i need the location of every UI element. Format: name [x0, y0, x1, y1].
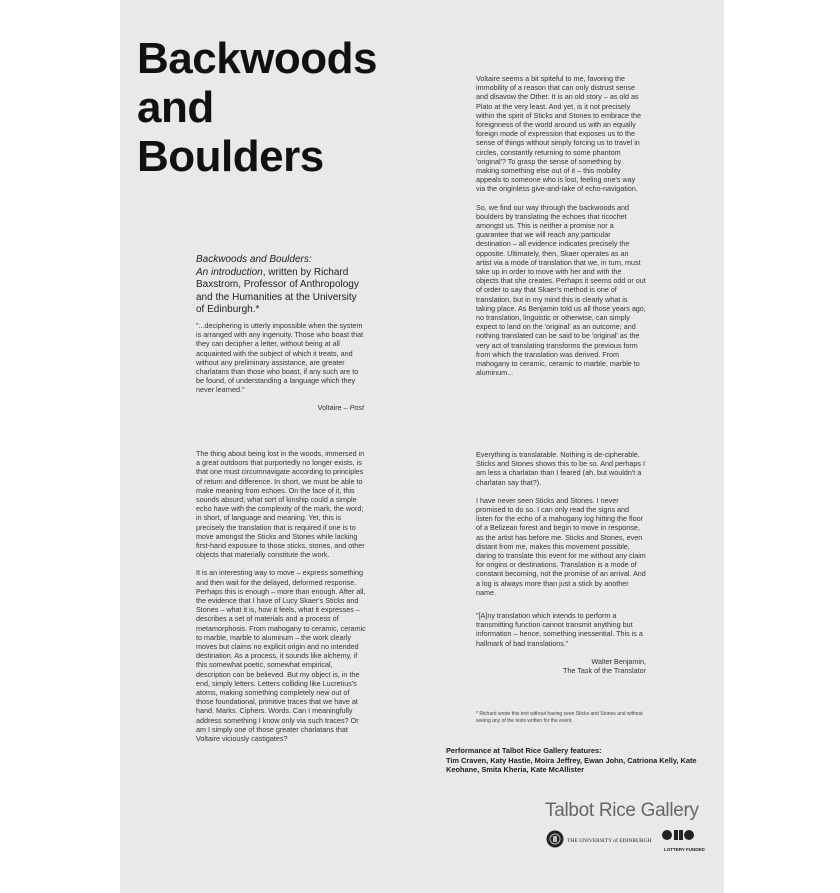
- sponsor-logos: [546, 826, 706, 854]
- performance-heading: Performance at Talbot Rice Gallery features:: [446, 746, 602, 755]
- epigraph-author: Voltaire –: [317, 402, 350, 412]
- page-title: [137, 34, 437, 181]
- right-column-bottom: [476, 450, 646, 675]
- gallery-logo-text: Talbot Rice Gallery: [545, 800, 699, 821]
- epigraph: [196, 321, 364, 412]
- footnote: * Richard wrote this text without having seen Sticks and Stones and without seeing any of the texts written for the event.: [476, 711, 643, 724]
- university-crest-icon: [547, 831, 564, 848]
- performance-credits: [446, 746, 706, 775]
- epigraph-text: "...deciphering is utterly impossible when the system is arranged with any ingenuity. Those who boast that they can decipher a letter, without being at all acquainted with the subject of which it treats, and without any preliminary assistance, are greater charlatans than those who boast, if any such are to be found, of understanding a language which they never learned.": [196, 321, 364, 395]
- right-column-top: [476, 74, 646, 387]
- right-top-paragraph-2: So, we find our way through the backwoods and boulders by translating the echoes that ricochet amongst us. This is neither a promise nor a guarantee that we will reach any particular destination – all evidence indicates precisely the opposite. Ultimately, then, Skaer operates as an artist via a mode of translation that we, in turn, must take up in order to move with her and with the objects that she creates. Perhaps it seems odd or out of order to say that Skaer's method is one of translation, but in my mind this is clearly what is taking place. As Benjamin told us all those years ago, no translation, linguistic or otherwise, can simply expect to land on the 'original' as an outcome; and nothing translated can be said to be 'original' as the very act of translating transforms the previous form from which the translation was derived. From mahogany to ceramic, ceramic to marble, marble to aluminum...: [476, 202, 646, 378]
- title-line-1: Backwoods: [137, 34, 378, 83]
- benjamin-citation-work: The Task of the Translator: [563, 666, 646, 676]
- sponsor-logos-graphic: [546, 826, 706, 854]
- epigraph-citation: [196, 403, 364, 412]
- left-paragraph-2: It is an interesting way to move – express something and then wait for the delayed, deformed response. Perhaps this is enough – more than enough. After all, the evidence that I have of Lucy Skaer's Sticks and Stones – what it is, how it feels, what it expresses – describes a set of materials and a process of metamorphosis. From mahogany to ceramic, ceramic to marble, marble to aluminum – the work clearly moves but claims no explicit origin and no intended destination. As a process, it sounds like alchemy, if this somewhat poetic, somewhat empirical, description can be believed. But my object is, in the end, simply letters. Letters colliding like Lucretius's atoms, making something completely new out of those foundational, primitive traces that we have at hand. Marks. Ciphers. Words. Can I meaningfully address something I know only via such traces? Or am I simply one of those greater charlatans that Voltaire viciously castigates?: [196, 568, 366, 744]
- intro-subtitle: An introduction: [196, 266, 263, 278]
- lottery-logo-text: LOTTERY FUNDED: [664, 847, 705, 852]
- benjamin-quote: "[A]ny translation which intends to perform a transmitting function cannot transmit anything but information – hence, something inessential. This is a hallmark of bad translations.": [476, 611, 643, 648]
- benjamin-citation: [476, 657, 646, 675]
- intro-title: Backwoods and Boulders:: [196, 254, 312, 265]
- right-top-paragraph-1: Voltaire seems a bit spiteful to me, favoring the immobility of a reason that can only distrust sense and disavow the Other. It is an old story – as old as Plato at the very least. And yet, is it not precisely within the spirit of Sticks and Stones to embrace the foreignness of the world around us with an equally foreign mode of expression that exposes us to the sense of things without simply forcing us to travel in circles, constantly returning to some phantom 'original'? To grasp the sense of something by making something else out of it – this mobility appeals to someone who is lost, feeling one's way via the originless give-and-take of echo-navigation.: [476, 74, 641, 194]
- epigraph-source: Post: [349, 402, 364, 412]
- right-bottom-paragraph-2: I have never seen Sticks and Stones. I never promised to do so. I can only read the signs and listen for the echo of a mahogany log hitting the floor of a Belizean forest and begin to move in response, as the artist has before me. Sticks and Stones, even distant from me, makes this movement possible, daring to translate this event for me without any claim for origins or destinations. Translation is a mode of constant becoming, not the promise of an arrival. And a log is always more than just a stick by another name.: [476, 495, 646, 597]
- right-bottom-paragraph-1: Everything is translatable. Nothing is de-cipherable. Sticks and Stones shows this to be so. And perhaps I am less a charlatan than I feared (ah, but wouldn't a charlatan say that?).: [476, 450, 646, 487]
- performance-names: Tim Craven, Katy Hastie, Moira Jeffrey, Ewan John, Catriona Kelly, Kate Keohane, Smita Kheria, Kate McAllister: [446, 755, 697, 774]
- left-paragraph-1: The thing about being lost in the woods, immersed in a great outdoors that purportedly no longer exists, is that one must circumnavigate according to principles of return and difference. In short, we must be able to make meaning from echoes. On the face of it, this sounds absurd; what sort of kinship could a simple echo have with the complexity of the mark, the word; in short, of language and meaning. Yet, this is precisely the translation that is required if one is to move amongst the Sticks and Stones while lacking first-hand exposure to those sticks, stones, and other objects that materially constitute the work.: [196, 449, 365, 560]
- title-line-2: and: [137, 83, 214, 132]
- title-line-3: Boulders: [137, 132, 324, 181]
- benjamin-citation-name: Walter Benjamin,: [591, 656, 646, 666]
- intro-byline: , written by Richard Baxstrom, Professor of Anthropology and the Humanities at the University of Edinburgh.*: [196, 266, 359, 315]
- university-logo-text: THE UNIVERSITY of EDINBURGH: [567, 838, 652, 844]
- lottery-logo-icon: [662, 830, 694, 840]
- left-column: [196, 449, 366, 752]
- intro-paragraph: [196, 254, 364, 317]
